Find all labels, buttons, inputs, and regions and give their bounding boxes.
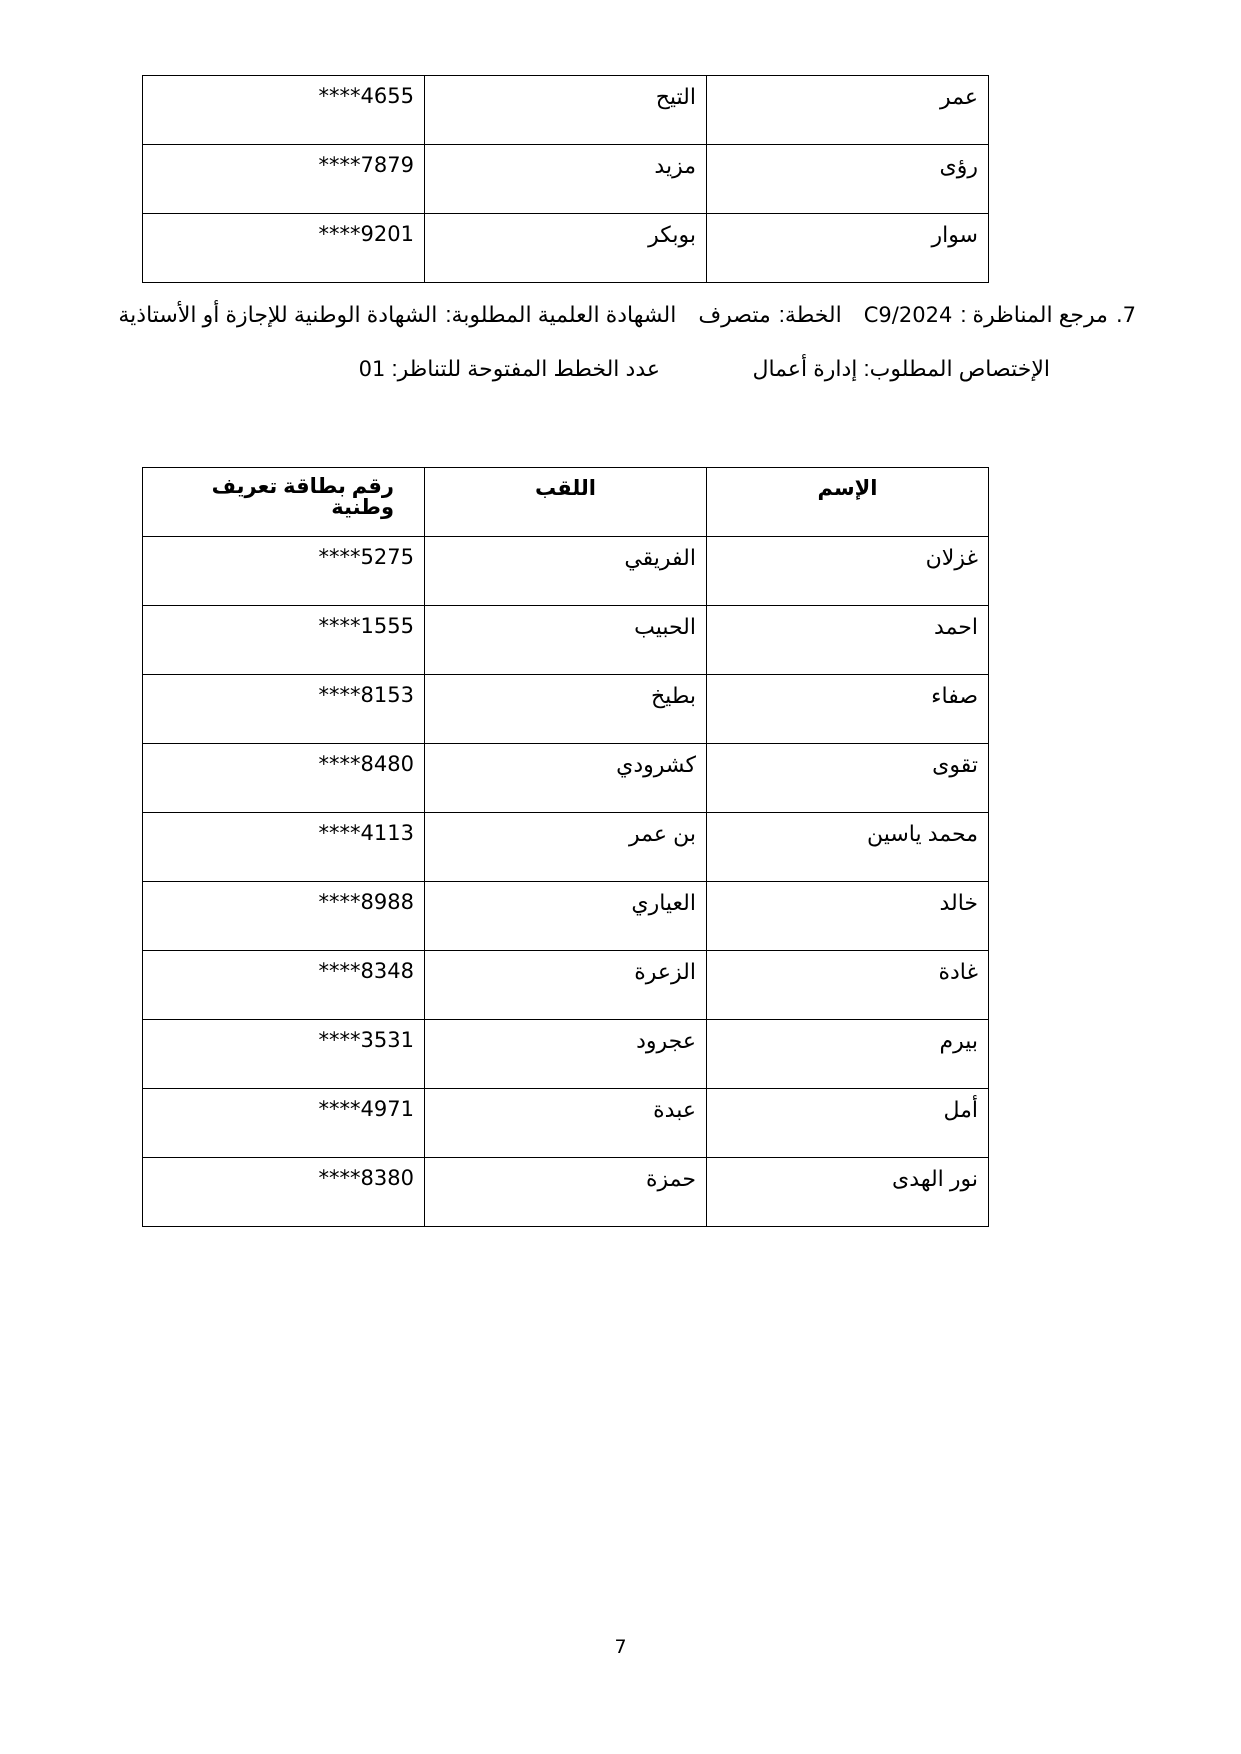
- open-plans-label: عدد الخطط المفتوحة للتناظر:: [391, 356, 660, 381]
- name-cell: تقوى: [707, 744, 989, 813]
- surname-cell: عبدة: [425, 1089, 707, 1158]
- table-row: [143, 882, 989, 951]
- table-row: [143, 1020, 989, 1089]
- surname-cell: عجرود: [425, 1020, 707, 1089]
- surname-cell: العياري: [425, 882, 707, 951]
- table-row: [143, 951, 989, 1020]
- name-cell: محمد ياسين: [707, 813, 989, 882]
- specialty: [752, 356, 1050, 382]
- name-cell: صفاء: [707, 675, 989, 744]
- reference-value: C9/2024: [863, 303, 953, 327]
- id-cell: ****5275: [143, 537, 425, 606]
- candidates-table: [142, 467, 989, 1227]
- id-cell: ****1555: [143, 606, 425, 675]
- specialty-label: الإختصاص المطلوب:: [863, 356, 1050, 381]
- header-id: رقم بطاقة تعريف وطنية: [143, 468, 425, 537]
- open-plans: [359, 356, 660, 382]
- name-cell: عمر: [707, 76, 989, 145]
- plan-label: الخطة:: [778, 302, 842, 327]
- name-cell: غادة: [707, 951, 989, 1020]
- id-cell: ****8153: [143, 675, 425, 744]
- candidates-table-previous: [142, 75, 989, 283]
- surname-cell: الزعرة: [425, 951, 707, 1020]
- id-cell: ****9201: [143, 214, 425, 283]
- section-7-heading: [76, 302, 1136, 328]
- table-header-row: [143, 468, 989, 537]
- name-cell: بيرم: [707, 1020, 989, 1089]
- surname-cell: حمزة: [425, 1158, 707, 1227]
- id-cell: ****4113: [143, 813, 425, 882]
- id-cell: ****7879: [143, 145, 425, 214]
- table-row: [143, 675, 989, 744]
- table-row: [143, 76, 989, 145]
- surname-cell: بوبكر: [425, 214, 707, 283]
- table-row: [143, 606, 989, 675]
- section-7-details: [190, 356, 1050, 386]
- degree-value: الشهادة الوطنية للإجازة أو الأستاذية: [118, 302, 438, 327]
- id-cell: ****4971: [143, 1089, 425, 1158]
- header-name: الإسم: [707, 468, 989, 537]
- table-row: [143, 214, 989, 283]
- degree-label: الشهادة العلمية المطلوبة:: [445, 302, 677, 327]
- table-row: [143, 1089, 989, 1158]
- surname-cell: بن عمر: [425, 813, 707, 882]
- surname-cell: مزيد: [425, 145, 707, 214]
- id-cell: ****8348: [143, 951, 425, 1020]
- name-cell: أمل: [707, 1089, 989, 1158]
- surname-cell: بطيخ: [425, 675, 707, 744]
- section-number: 7.: [1115, 303, 1136, 327]
- plan-value: متصرف: [698, 302, 771, 327]
- surname-cell: الفريقي: [425, 537, 707, 606]
- open-plans-value: 01: [358, 357, 386, 381]
- table-row: [143, 145, 989, 214]
- name-cell: احمد: [707, 606, 989, 675]
- table-row: [143, 1158, 989, 1227]
- name-cell: رؤى: [707, 145, 989, 214]
- header-surname: اللقب: [425, 468, 707, 537]
- id-cell: ****4655: [143, 76, 425, 145]
- name-cell: غزلان: [707, 537, 989, 606]
- id-cell: ****8480: [143, 744, 425, 813]
- specialty-value: إدارة أعمال: [752, 356, 858, 381]
- name-cell: سوار: [707, 214, 989, 283]
- id-cell: ****3531: [143, 1020, 425, 1089]
- table-row: [143, 813, 989, 882]
- table-row: [143, 537, 989, 606]
- page-number: 7: [614, 1636, 627, 1658]
- name-cell: نور الهدى: [707, 1158, 989, 1227]
- name-cell: خالد: [707, 882, 989, 951]
- surname-cell: التيح: [425, 76, 707, 145]
- surname-cell: الحبيب: [425, 606, 707, 675]
- id-cell: ****8988: [143, 882, 425, 951]
- surname-cell: كشرودي: [425, 744, 707, 813]
- id-cell: ****8380: [143, 1158, 425, 1227]
- reference-label: مرجع المناظرة :: [960, 302, 1108, 327]
- table-row: [143, 744, 989, 813]
